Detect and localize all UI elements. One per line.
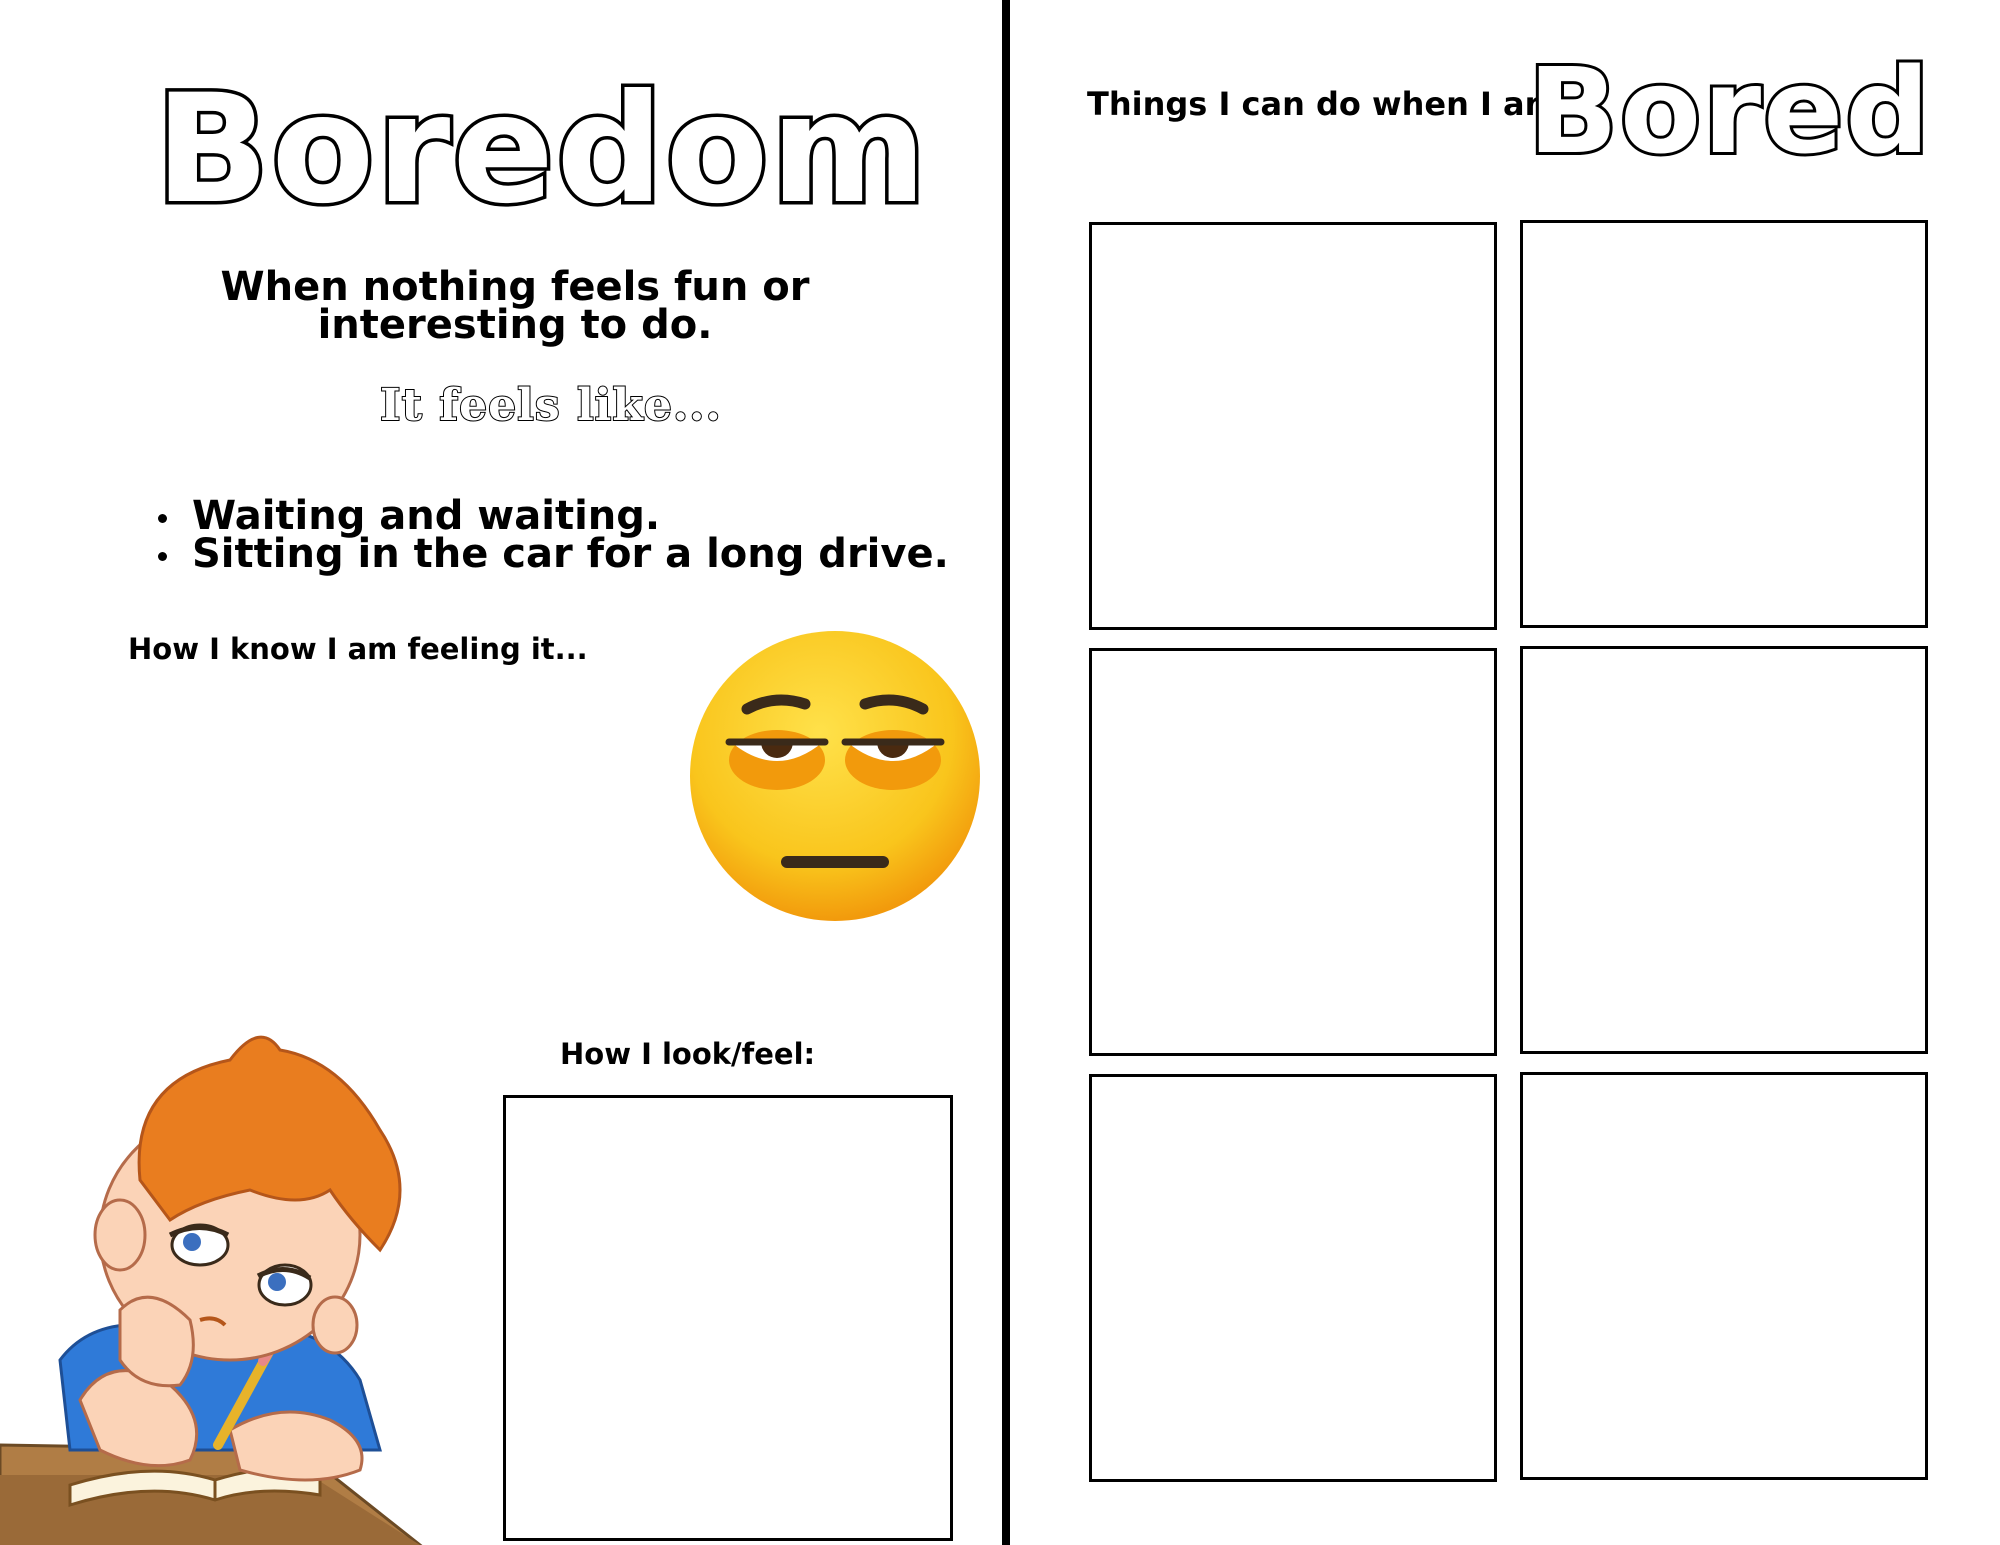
things-heading: Things I can do when I am bbox=[1087, 85, 1558, 123]
bored-heading-word: Bored bbox=[1528, 42, 1932, 180]
bored-emoji-icon bbox=[685, 630, 985, 922]
bullet-icon bbox=[158, 514, 167, 523]
page-divider bbox=[1002, 0, 1010, 1545]
activity-box-3[interactable] bbox=[1089, 648, 1497, 1056]
activity-box-1[interactable] bbox=[1089, 222, 1497, 630]
how-i-know-label: How I know I am feeling it... bbox=[128, 632, 588, 666]
activity-box-5[interactable] bbox=[1089, 1074, 1497, 1482]
list-item: Waiting and waiting. bbox=[152, 497, 949, 535]
bullet-icon bbox=[158, 552, 167, 561]
how-i-look-label: How I look/feel: bbox=[560, 1037, 816, 1071]
drawing-box[interactable] bbox=[503, 1095, 953, 1541]
page-title: Boredom bbox=[155, 63, 929, 237]
feels-like-heading: It feels like... bbox=[380, 380, 722, 431]
bored-boy-illustration bbox=[0, 1020, 430, 1545]
examples-list bbox=[152, 493, 949, 577]
activity-box-6[interactable] bbox=[1520, 1072, 1928, 1480]
list-item: Sitting in the car for a long drive. bbox=[152, 535, 949, 573]
activity-box-4[interactable] bbox=[1520, 646, 1928, 1054]
definition-text: When nothing feels fun or interesting to do. bbox=[220, 264, 810, 348]
activity-box-2[interactable] bbox=[1520, 220, 1928, 628]
